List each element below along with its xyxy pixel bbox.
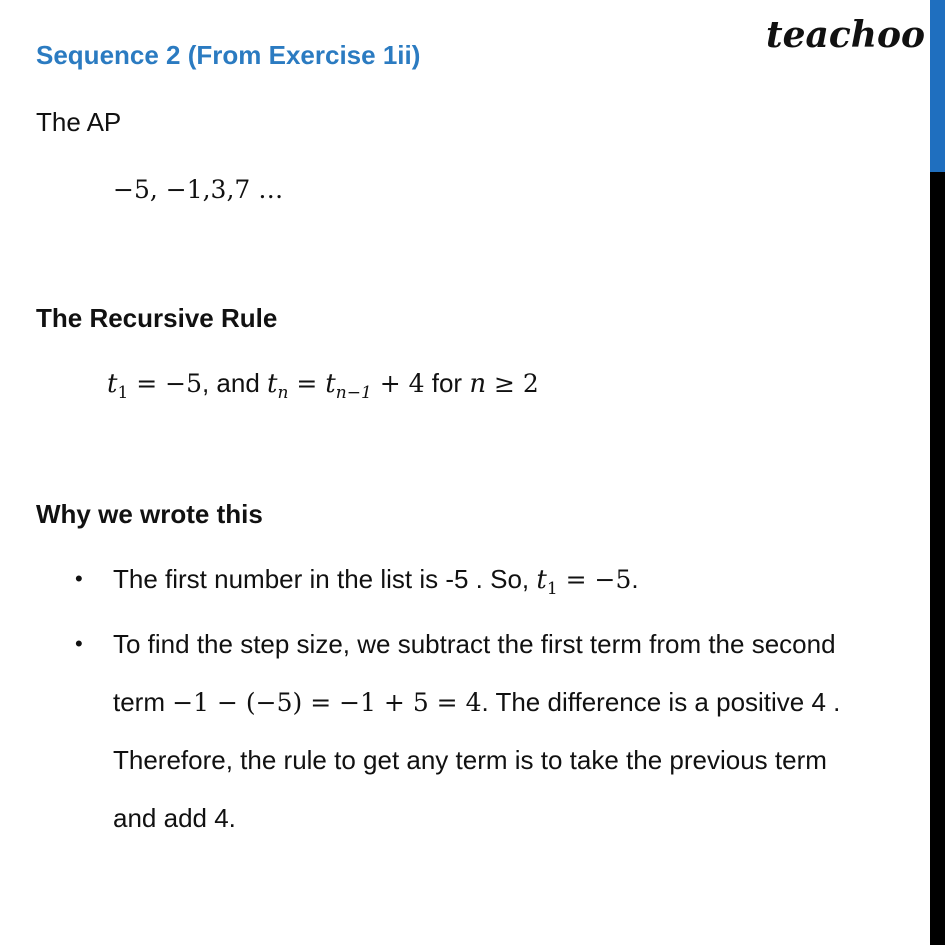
bullet-2-difference-text: . The difference is a positive 4 .	[481, 687, 841, 717]
teachoo-logo: teachoo	[766, 14, 925, 56]
subscript-n: n	[277, 383, 289, 403]
recursive-rule-heading: The Recursive Rule	[36, 303, 278, 333]
recursive-rule-formula	[107, 368, 539, 403]
n-symbol: n	[469, 369, 487, 399]
bullet-1-period: .	[631, 564, 639, 594]
difference-equation: −1 − (−5) = −1 + 5 = 4	[172, 688, 482, 717]
bullet-2-term: term	[113, 687, 173, 717]
bullet-2-line-1: To find the step size, we subtract the first term from the second	[113, 629, 836, 659]
scrollbar-thumb[interactable]	[930, 0, 945, 172]
bullet-2-line-4: and add 4.	[113, 803, 236, 833]
bullet-1-text: The first number in the list is -5 . So,	[113, 564, 537, 594]
bullet-1-equation: = −5	[557, 565, 632, 594]
why-heading: Why we wrote this	[36, 499, 263, 529]
first-term-equation: = −5	[128, 369, 202, 398]
plus-four: + 4	[371, 369, 425, 398]
t-symbol: t	[267, 369, 278, 399]
vertical-scrollbar[interactable]	[930, 0, 945, 945]
subscript-1: 1	[117, 383, 129, 403]
t-symbol: t	[536, 565, 547, 595]
subscript-1: 1	[546, 579, 558, 599]
condition: ≥ 2	[486, 369, 539, 398]
equals-sign: =	[288, 369, 326, 398]
bullet-marker: •	[75, 566, 83, 591]
subscript-n-minus-1: n−1	[335, 383, 372, 403]
and-text: , and	[201, 368, 268, 398]
bullet-1	[113, 564, 639, 599]
bullet-2-line-3: Therefore, the rule to get any term is to take the previous term	[113, 745, 827, 775]
intro-label: The AP	[36, 107, 122, 137]
bullet-2-line-2	[113, 687, 840, 718]
for-text: for	[424, 368, 470, 398]
section-title: Sequence 2 (From Exercise 1ii)	[36, 40, 421, 70]
t-symbol: t	[107, 369, 118, 399]
bullet-marker: •	[75, 631, 83, 656]
t-symbol: t	[325, 369, 336, 399]
ap-sequence: −5, −1,3,7 …	[113, 175, 284, 204]
